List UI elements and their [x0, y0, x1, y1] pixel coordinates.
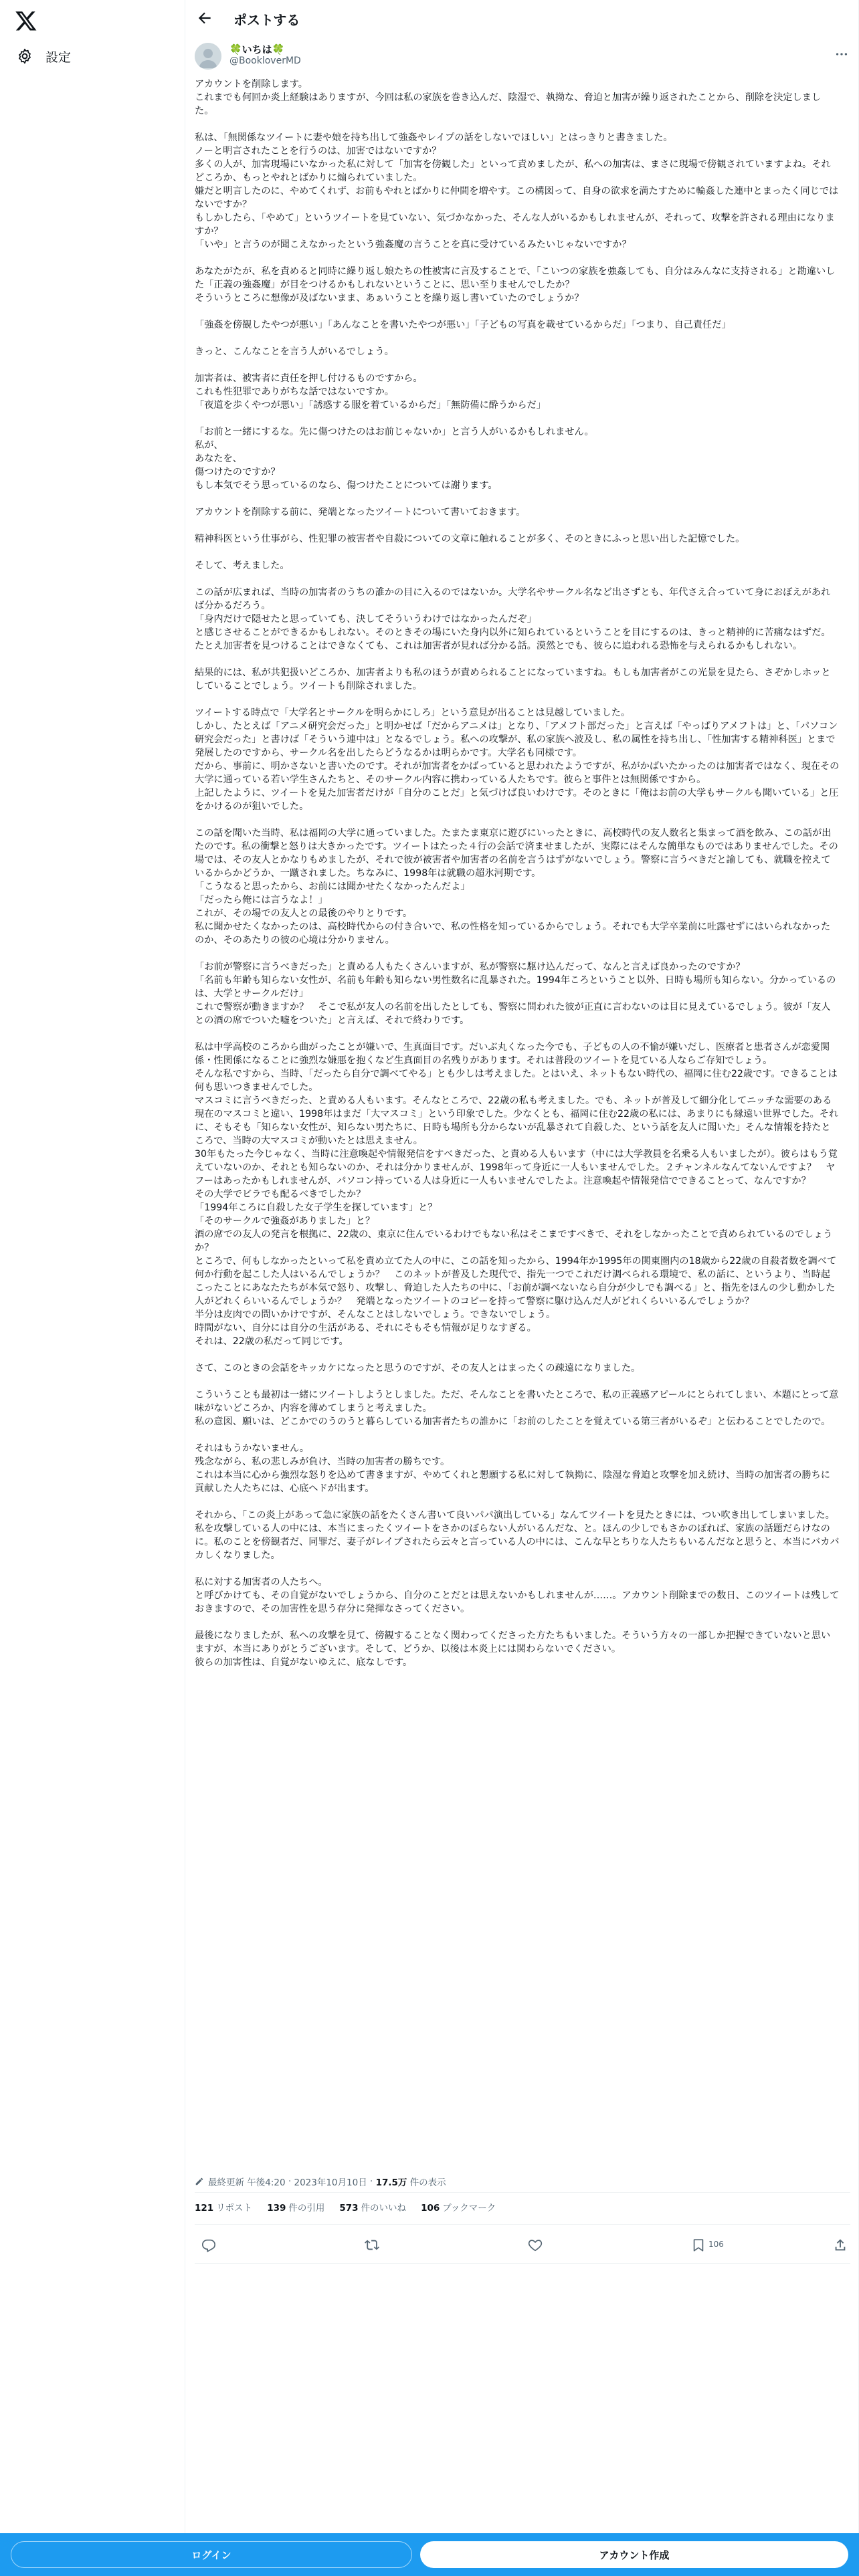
heart-icon [528, 2238, 543, 2252]
bookmarks-stat[interactable]: 106 ブックマーク [421, 2203, 496, 2214]
back-arrow-icon[interactable] [196, 9, 213, 27]
views-count: 17.5万 [375, 2177, 407, 2188]
share-icon [833, 2238, 848, 2252]
author-display-name[interactable]: 🍀いちは🍀 [229, 43, 285, 56]
like-button[interactable] [528, 2238, 543, 2252]
tweet-body: アカウントを削除します。 これまでも何回か炎上経験はありますが、今回は私の家族を巻き込んだ、陰湿で、執拗な、脅迫と加害が繰り返されたことから、削除を決定しました。 私は、「無関係なツイートに妻や娘を持ち出して強姦やレイプの話をしないでほしい」とはっきりと書きました。 ノーと明言されたことを行うのは、加害ではないですか？ 多くの人が、加害現場にいなかった私に対して「加害を傍観した」といって責めましたが、私への加害は、まさに現場で傍観されていますよね。それどころか、もっとやれとばかりに煽られていました。 嫌だと明言したのに、やめてくれず、お前もやれとばかりに仲間を増やす。この構図って、自身の欲求を満たすために輪姦した連中とまったく同じではないですか？ もしかしたら、「やめて」というツイートを見ていない、気づかなかった、そんな人がいるかもしれませんが、それって、攻撃を許される理由になりますか？ 「いや」と言うのが聞こえなかったという強姦魔の言うことを真に受けているみたいじゃないですか？ あなたがたが、私を責めると同時に繰り返し娘たちの性被害に言及することで、「こいつの家族を強姦しても、自分はみんなに支持される」と勘違いした「正義の強姦魔」が目をつけるかもしれないということに、思い至りませんでしたか？ そういうところに想像が及ばないまま、あぁいうことを繰り返し書いていたのでしょうか？ 「強姦を傍観したやつが悪い」「あんなことを書いたやつが悪い」「子どもの写真を載せているからだ」「つまり、自己責任だ」 きっと、こんなことを言う人がいるでしょう。 加害者は、被害者に責任を押し付けるものですから。 これも性犯罪でありがちな話ではないですか。 「夜道を歩くやつが悪い」「誘惑する服を着ているからだ」「無防備に酔うからだ」 「お前と一緒にするな。先に傷つけたのはお前じゃないか」と言う人がいるかもしれません。 私が、 あなたを、 傷つけたのですか？ もし本気でそう思っているのなら、傷つけたことについては謝ります。 アカウントを削除する前に、発端となったツイートについて書いておきます。 精神科医という仕事がら、性犯罪の被害者や自殺についての文章に触れることが多く、そのときにふっと思い出した記憶でした。 そして、考えました。 この話が広まれば、当時の加害者のうちの誰かの目に入るのではないか。大学名やサークル名など出さずとも、年代さえ合っていて身におぼえがあれば分かるだろう。 「身内だけで隠せたと思っていても、決してそういうわけではなかったんだぞ」 と感じさせることができるかもしれない。そのときその場にいた身内以外に知られているということを目にするのは、きっと精神的に苦痛なはずだ。 たとえ加害者を見つけることはできなくても、これは加害者が見れば分かる話。漠然とでも、彼らに追われる恐怖を与えられるかもしれない。 結果的には、私が共犯扱いどころか、加害者よりも私のほうが責められることになっていますね。もしも加害者がこの光景を見たら、さぞかしホッとしていることでしょう。ツイートも削除されました。 ツイートする時点で「大学名とサークルを明らかにしろ」という意見が出ることは見越していました。 しかし、たとえば「アニメ研究会だった」と明かせば「だからアニメは」となり、「アメフト部だった」と言えば「やっぱりアメフトは」と、「パソコン研究会だった」と書けば「そういう連中は」となるでしょう。私への攻撃が、私の家族へ波及し、私の属性を持ち出し、「性加害する精神科医」とまで発展したのですから、サークル名を出したらどうなるかは明らかです。大学名も同様です。 だから、事前に、明かさないと書いたのです。それが加害者をかばっていると思われたようですが、私がかばいたかったのは加害者ではなく、現在その大学に通っている若い学生さんたちと、そのサークル内容に携わっている人たちです。彼らと事件とは無関係ですから。 上記したように、ツイートを見た加害者だけが「自分のことだ」と気づけば良いわけです。そのときに「俺はお前の大学もサークルも聞いている」と圧をかけるのが狙いでした。 この話を聞いた当時、私は福岡の大学に通っていました。たまたま東京に遊びにいったときに、高校時代の友人数名と集まって酒を飲み、この話が出たのです。私の衝撃と怒りは大きかったです。ツイートはたった４行の会話で済ませましたが、実際にはそんな簡単なものではありませんでした。その場では、その友人とかなりもめましたが、それで彼が被害者や加害者の名前を言うはずがないでしょう。警察に言うべきだと諭しても、就職を控えているからかどうか、一蹴されました。ちなみに、1998年は就職の超氷河期です。 「こうなると思ったから、お前には聞かせたくなかったんだよ」 「だったら俺には言うなよ！」 これが、その場での友人との最後のやりとりです。 私に聞かせたくなかったのは、高校時代からの付き合いで、私の性格を知っているからでしょう。それでも大学卒業前に吐露せずにはいられなかったのか、そのあたりの彼の心境は分かりません。 「お前が警察に言うべきだった」と責める人もたくさんいますが、私が警察に駆け込んだって、なんと言えば良かったのですか？ 「名前も年齢も知らない女性が、名前も年齢も知らない男性数名に乱暴された。1994年ころということ以外、日時も場所も知らない。分かっているのは、大学とサークルだけ」 これで警察が動きますか？ そこで私が友人の名前を出したとしても、警察に問われた彼が正直に言わないのは目に見えているでしょう。彼が「友人との酒の席でついた嘘をついた」と言えば、それで終わりです。 私は中学高校のころから曲がったことが嫌いで、生真面目です。だいぶ丸くなった今でも、子どもの人の不愉が嫌いだし、医療者と患者さんが恋愛関係・性関係になることに強烈な嫌悪を抱くなど生真面目の名残りがあります。それは普段のツイートを見ている人ならご存知でしょう。 そんな私ですから、当時、「だったら自分で調べてやる」とも少しは考えました。とはいえ、ネットもない時代の、福岡に住む22歳です。できることは何も思いつきませんでした。 マスコミに言うべきだった、と責める人もいます。そんなところで、22歳の私も考えました。でも、ネットが普及して細分化してニッチな需要のある現在のマスコミと違い、1998年はまだ「大マスコミ」という印象でした。少なくとも、福岡に住む22歳の私には、あまりにも縁遠い世界でした。それに、そもそも「知らない女性が、知らない男たちに、日時も場所も分からないが乱暴されて自殺した、という話を友人に聞いた」そんな情報を持たところで、当時の大マスコミが動いたとは思えません。 30年もたった今じゃなく、当時に注意喚起や情報発信をすべきだった、と責める人もいます（中には大学教員を名乗る人もいましたが）。彼らはもう覚えていないのか、それとも知らないのか、それは分かりませんが、1998年って身近に一人もいませんでした。２チャンネルなんてないんですよ？ ヤフーはあったかもしれませんが、パソコン持っている人は身近に一人もいませんでしたよ。注意喚起や情報発信でできることって、なんですか？ その大学でビラでも配るべきでしたか？ 「1994年ころに自殺した女子学生を探しています」と？ 「そのサークルで強姦がありました」と？ 酒の席での友人の発言を根拠に、22歳の、東京に住んでいるわけでもない私はそこまですべきで、それをしなかったことで責められているのでしょうか？ ところで、何もしなかったといって私を責め立てた人の中に、この話を知ったから、1994年か1995年の関東圏内の18歳から22歳の自殺者数を調べて何か行動を起こした人はいるんでしょうか？ このネットが普及した現代で、指先一つでこれだけ調べられる環境で、私の話に、というより、当時起こったことにあなたたちが本気で怒り、攻撃し、脅迫した人たちの中に、「お前が調べないなら自分が少しでも調べる」と、指先をほんの少し動かした人がどれくらいいるんでしょうか？ 発端となったツイートのコピーを持って警察に駆け込んだ人がどれくらいいるんでしょうか？ 半分は皮肉での問いかけですが、そんなことはしないでしょう。できないでしょう。 時間がない、自分には自分の生活がある、それにそもそも情報が足りなすぎる。 それは、22歳の私だって同じです。 さて、このときの会話をキッカケになったと思うのですが、その友人とはまったくの疎遠になりました。 こういうことも最初は一緒にツイートしようとしました。ただ、そんなことを書いたところで、私の正義感アピールにとられてしまい、本題にとって意味がないどころか、内容を薄めてしまうと考えました。 私の意図、願いは、どこかでのうのうと暮らしている加害者たちの誰かに「お前のしたことを覚えている第三者がいるぞ」と伝わることでしたので。 それはもうかないません。 残念ながら、私の悲しみが負け、当時の加害者の勝ちです。 これは本当に心から強烈な怒りを込めて書きますが、やめてくれと懇願する私に対して執拗に、陰湿な脅迫と攻撃を加え続け、当時の加害者の勝ちに貢献した人たちには、心底ヘドが出ます。 それから、「この炎上があって急に家族の話をたくさん書いて良いパパ演出している」なんてツイートを見たときには、つい吹き出してしまいました。私を攻撃している人の中には、本当にまったくツイートをさかのぼらない人がいるんだな、と。ほんの少しでもさかのぼれば、家族の話題だらけなのに。私のことを傍観者だ、同罪だ、妻子がレイプされたら云々と言っている人の中には、こんな早とちりな人たちもいるんだなと思うと、本当にバカバカしくなりました。 私に対する加害者の人たちへ。 と呼びかけても、その自覚がないでしょうから、自分のことだとは思えないかもしれませんが……。アカウント削除までの数日、このツイートは残しておきますので、その加害性を思う存分に発揮なさってください。 最後になりましたが、私への攻撃を見て、傍観することなく関わってくださった方たちもいました。そういう方々の一部しか把握できていないと思いますが、本当にありがとうございます。そして、どうか、以後は本炎上には関わらないでください。 彼らの加害性は、自覚がないゆえに、底なしです。 [195, 79, 840, 1668]
quotes-stat[interactable]: 139 件の引用 [267, 2203, 325, 2214]
avatar[interactable] [195, 43, 221, 70]
bookmark-icon [691, 2238, 706, 2252]
repost-button[interactable] [365, 2238, 379, 2252]
reply-button[interactable] [201, 2238, 216, 2252]
bookmark-count: 106 [708, 2240, 724, 2249]
sidebar [0, 0, 185, 2576]
bottom-login-bar [0, 2533, 859, 2576]
engagement-stats [195, 2200, 496, 2214]
repost-icon [365, 2238, 379, 2252]
author-row [195, 40, 850, 72]
likes-stat[interactable]: 573 件のいいね [339, 2203, 407, 2214]
edit-pen-icon [195, 2177, 204, 2186]
sidebar-item-label: 設定 [45, 49, 72, 65]
divider [195, 2263, 850, 2264]
page-header [185, 0, 858, 36]
reply-icon [201, 2238, 216, 2252]
page-title: ポストする [233, 12, 300, 28]
post-date[interactable]: 2023年10月10日 [294, 2177, 367, 2188]
author-handle[interactable]: @BookloverMD [229, 56, 301, 66]
gear-icon [16, 47, 33, 65]
reposts-stat[interactable]: 121 リポスト [195, 2203, 253, 2214]
login-button[interactable]: ログイン [11, 2541, 412, 2568]
action-bar [195, 2232, 850, 2259]
edited-label[interactable]: 最終更新 午後4:20 [208, 2177, 286, 2188]
sidebar-item-settings[interactable] [8, 40, 79, 72]
bookmark-button[interactable] [691, 2238, 724, 2252]
default-avatar-icon [195, 43, 221, 70]
divider [195, 2224, 850, 2225]
main-column [185, 0, 859, 2576]
create-account-button[interactable]: アカウント作成 [420, 2541, 848, 2568]
x-logo-icon[interactable] [15, 9, 37, 32]
tweet-meta: 最終更新 午後4:20 · 2023年10月10日 · 17.5万 件の表示 [195, 2175, 446, 2188]
share-button[interactable] [833, 2238, 848, 2252]
views-label: 件の表示 [409, 2177, 446, 2188]
more-options-icon[interactable] [834, 47, 849, 62]
divider [195, 2192, 850, 2193]
